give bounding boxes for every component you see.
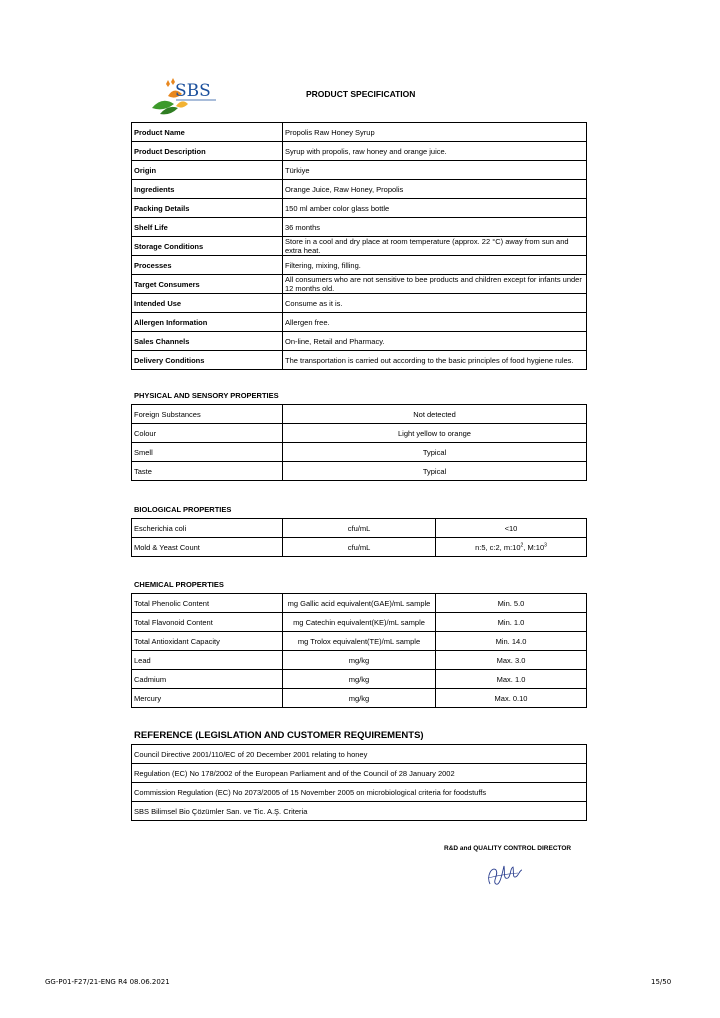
chemical-unit: mg Catechin equivalent(KE)/mL sample	[283, 613, 436, 632]
director-title: R&D and QUALITY CONTROL DIRECTOR	[444, 845, 572, 852]
physical-table	[131, 404, 587, 481]
table-row	[132, 689, 587, 708]
table-row	[132, 199, 587, 218]
spec-value: 36 months	[283, 218, 587, 237]
spec-value: The transportation is carried out according to the basic principles of food hygiene rules.	[283, 351, 587, 370]
table-row	[132, 632, 587, 651]
biological-value: <10	[436, 519, 587, 538]
biological-unit: cfu/mL	[283, 538, 436, 557]
spec-label: Delivery Conditions	[132, 351, 283, 370]
signature	[482, 858, 526, 890]
table-row	[132, 424, 587, 443]
spec-label: Packing Details	[132, 199, 283, 218]
table-row	[132, 764, 587, 783]
spec-value: Türkiye	[283, 161, 587, 180]
chemical-label: Mercury	[132, 689, 283, 708]
product-spec-table	[131, 122, 587, 370]
chemical-label: Lead	[132, 651, 283, 670]
table-row	[132, 443, 587, 462]
physical-value: Typical	[283, 443, 587, 462]
chemical-value: Max. 1.0	[436, 670, 587, 689]
spec-value: Filtering, mixing, filling.	[283, 256, 587, 275]
biological-heading: BIOLOGICAL PROPERTIES	[134, 505, 232, 514]
reference-item: Regulation (EC) No 178/2002 of the European Parliament and of the Council of 28 January 2002	[132, 764, 587, 783]
spec-label: Origin	[132, 161, 283, 180]
chemical-table	[131, 593, 587, 708]
spec-value: All consumers who are not sensitive to bee products and children except for infants under 12 months old.	[283, 275, 587, 294]
spec-label: Product Description	[132, 142, 283, 161]
chemical-value: Min. 5.0	[436, 594, 587, 613]
spec-value: Orange Juice, Raw Honey, Propolis	[283, 180, 587, 199]
table-row	[132, 405, 587, 424]
physical-heading: PHYSICAL AND SENSORY PROPERTIES	[134, 391, 279, 400]
physical-value: Not detected	[283, 405, 587, 424]
reference-item: Council Directive 2001/110/EC of 20 December 2001 relating to honey	[132, 745, 587, 764]
spec-value: Store in a cool and dry place at room temperature (approx. 22 °C) away from sun and extra heat.	[283, 237, 587, 256]
spec-value: 150 ml amber color glass bottle	[283, 199, 587, 218]
spec-label: Shelf Life	[132, 218, 283, 237]
spec-value: Consume as it is.	[283, 294, 587, 313]
table-row	[132, 237, 587, 256]
physical-label: Smell	[132, 443, 283, 462]
table-row	[132, 142, 587, 161]
biological-unit: cfu/mL	[283, 519, 436, 538]
chemical-value: Min. 14.0	[436, 632, 587, 651]
chemical-label: Total Antioxidant Capacity	[132, 632, 283, 651]
reference-item: SBS Bilimsel Bio Çözümler San. ve Tic. A.Ş. Criteria	[132, 802, 587, 821]
physical-label: Taste	[132, 462, 283, 481]
chemical-unit: mg/kg	[283, 651, 436, 670]
table-row	[132, 218, 587, 237]
spec-label: Allergen Information	[132, 313, 283, 332]
company-logo	[148, 74, 220, 116]
table-row	[132, 651, 587, 670]
table-row	[132, 332, 587, 351]
spec-label: Intended Use	[132, 294, 283, 313]
table-row	[132, 313, 587, 332]
logo-text: SBS	[175, 81, 211, 101]
table-row	[132, 745, 587, 764]
chemical-unit: mg/kg	[283, 689, 436, 708]
table-row	[132, 802, 587, 821]
table-row	[132, 294, 587, 313]
physical-label: Colour	[132, 424, 283, 443]
table-row	[132, 613, 587, 632]
table-row	[132, 256, 587, 275]
biological-table	[131, 518, 587, 557]
chemical-value: Max. 3.0	[436, 651, 587, 670]
physical-label: Foreign Substances	[132, 405, 283, 424]
table-row	[132, 594, 587, 613]
table-row	[132, 161, 587, 180]
document-code: GG-P01-F27/21-ENG R4 08.06.2021	[45, 978, 170, 986]
spec-label: Sales Channels	[132, 332, 283, 351]
reference-item: Commission Regulation (EC) No 2073/2005 of 15 November 2005 on microbiological criteria for foodstuffs	[132, 783, 587, 802]
table-row	[132, 519, 587, 538]
table-row	[132, 123, 587, 142]
table-row	[132, 351, 587, 370]
biological-value: n:5, c:2, $m:10^2$, $M:10^3$	[436, 538, 587, 557]
spec-value: Propolis Raw Honey Syrup	[283, 123, 587, 142]
page-number: 15/50	[651, 978, 672, 986]
chemical-label: Total Flavonoid Content	[132, 613, 283, 632]
chemical-unit: mg Gallic acid equivalent(GAE)/mL sample	[283, 594, 436, 613]
table-row	[132, 670, 587, 689]
spec-value: Allergen free.	[283, 313, 587, 332]
biological-label: Escherichia coli	[132, 519, 283, 538]
spec-label: Product Name	[132, 123, 283, 142]
spec-label: Ingredients	[132, 180, 283, 199]
spec-value: On-line, Retail and Pharmacy.	[283, 332, 587, 351]
reference-heading: REFERENCE (LEGISLATION AND CUSTOMER REQUIREMENTS)	[134, 730, 424, 741]
chemical-unit: mg Trolox equivalent(TE)/mL sample	[283, 632, 436, 651]
chemical-heading: CHEMICAL PROPERTIES	[134, 580, 224, 589]
chemical-label: Total Phenolic Content	[132, 594, 283, 613]
spec-label: Processes	[132, 256, 283, 275]
table-row	[132, 180, 587, 199]
spec-value: Syrup with propolis, raw honey and orange juice.	[283, 142, 587, 161]
table-row	[132, 275, 587, 294]
chemical-value: Min. 1.0	[436, 613, 587, 632]
physical-value: Typical	[283, 462, 587, 481]
biological-label: Mold & Yeast Count	[132, 538, 283, 557]
table-row	[132, 538, 587, 557]
table-row	[132, 783, 587, 802]
chemical-unit: mg/kg	[283, 670, 436, 689]
table-row	[132, 462, 587, 481]
spec-label: Storage Conditions	[132, 237, 283, 256]
reference-table	[131, 744, 587, 821]
chemical-label: Cadmium	[132, 670, 283, 689]
page-title: PRODUCT SPECIFICATION	[306, 89, 416, 99]
physical-value: Light yellow to orange	[283, 424, 587, 443]
chemical-value: Max. 0.10	[436, 689, 587, 708]
spec-label: Target Consumers	[132, 275, 283, 294]
